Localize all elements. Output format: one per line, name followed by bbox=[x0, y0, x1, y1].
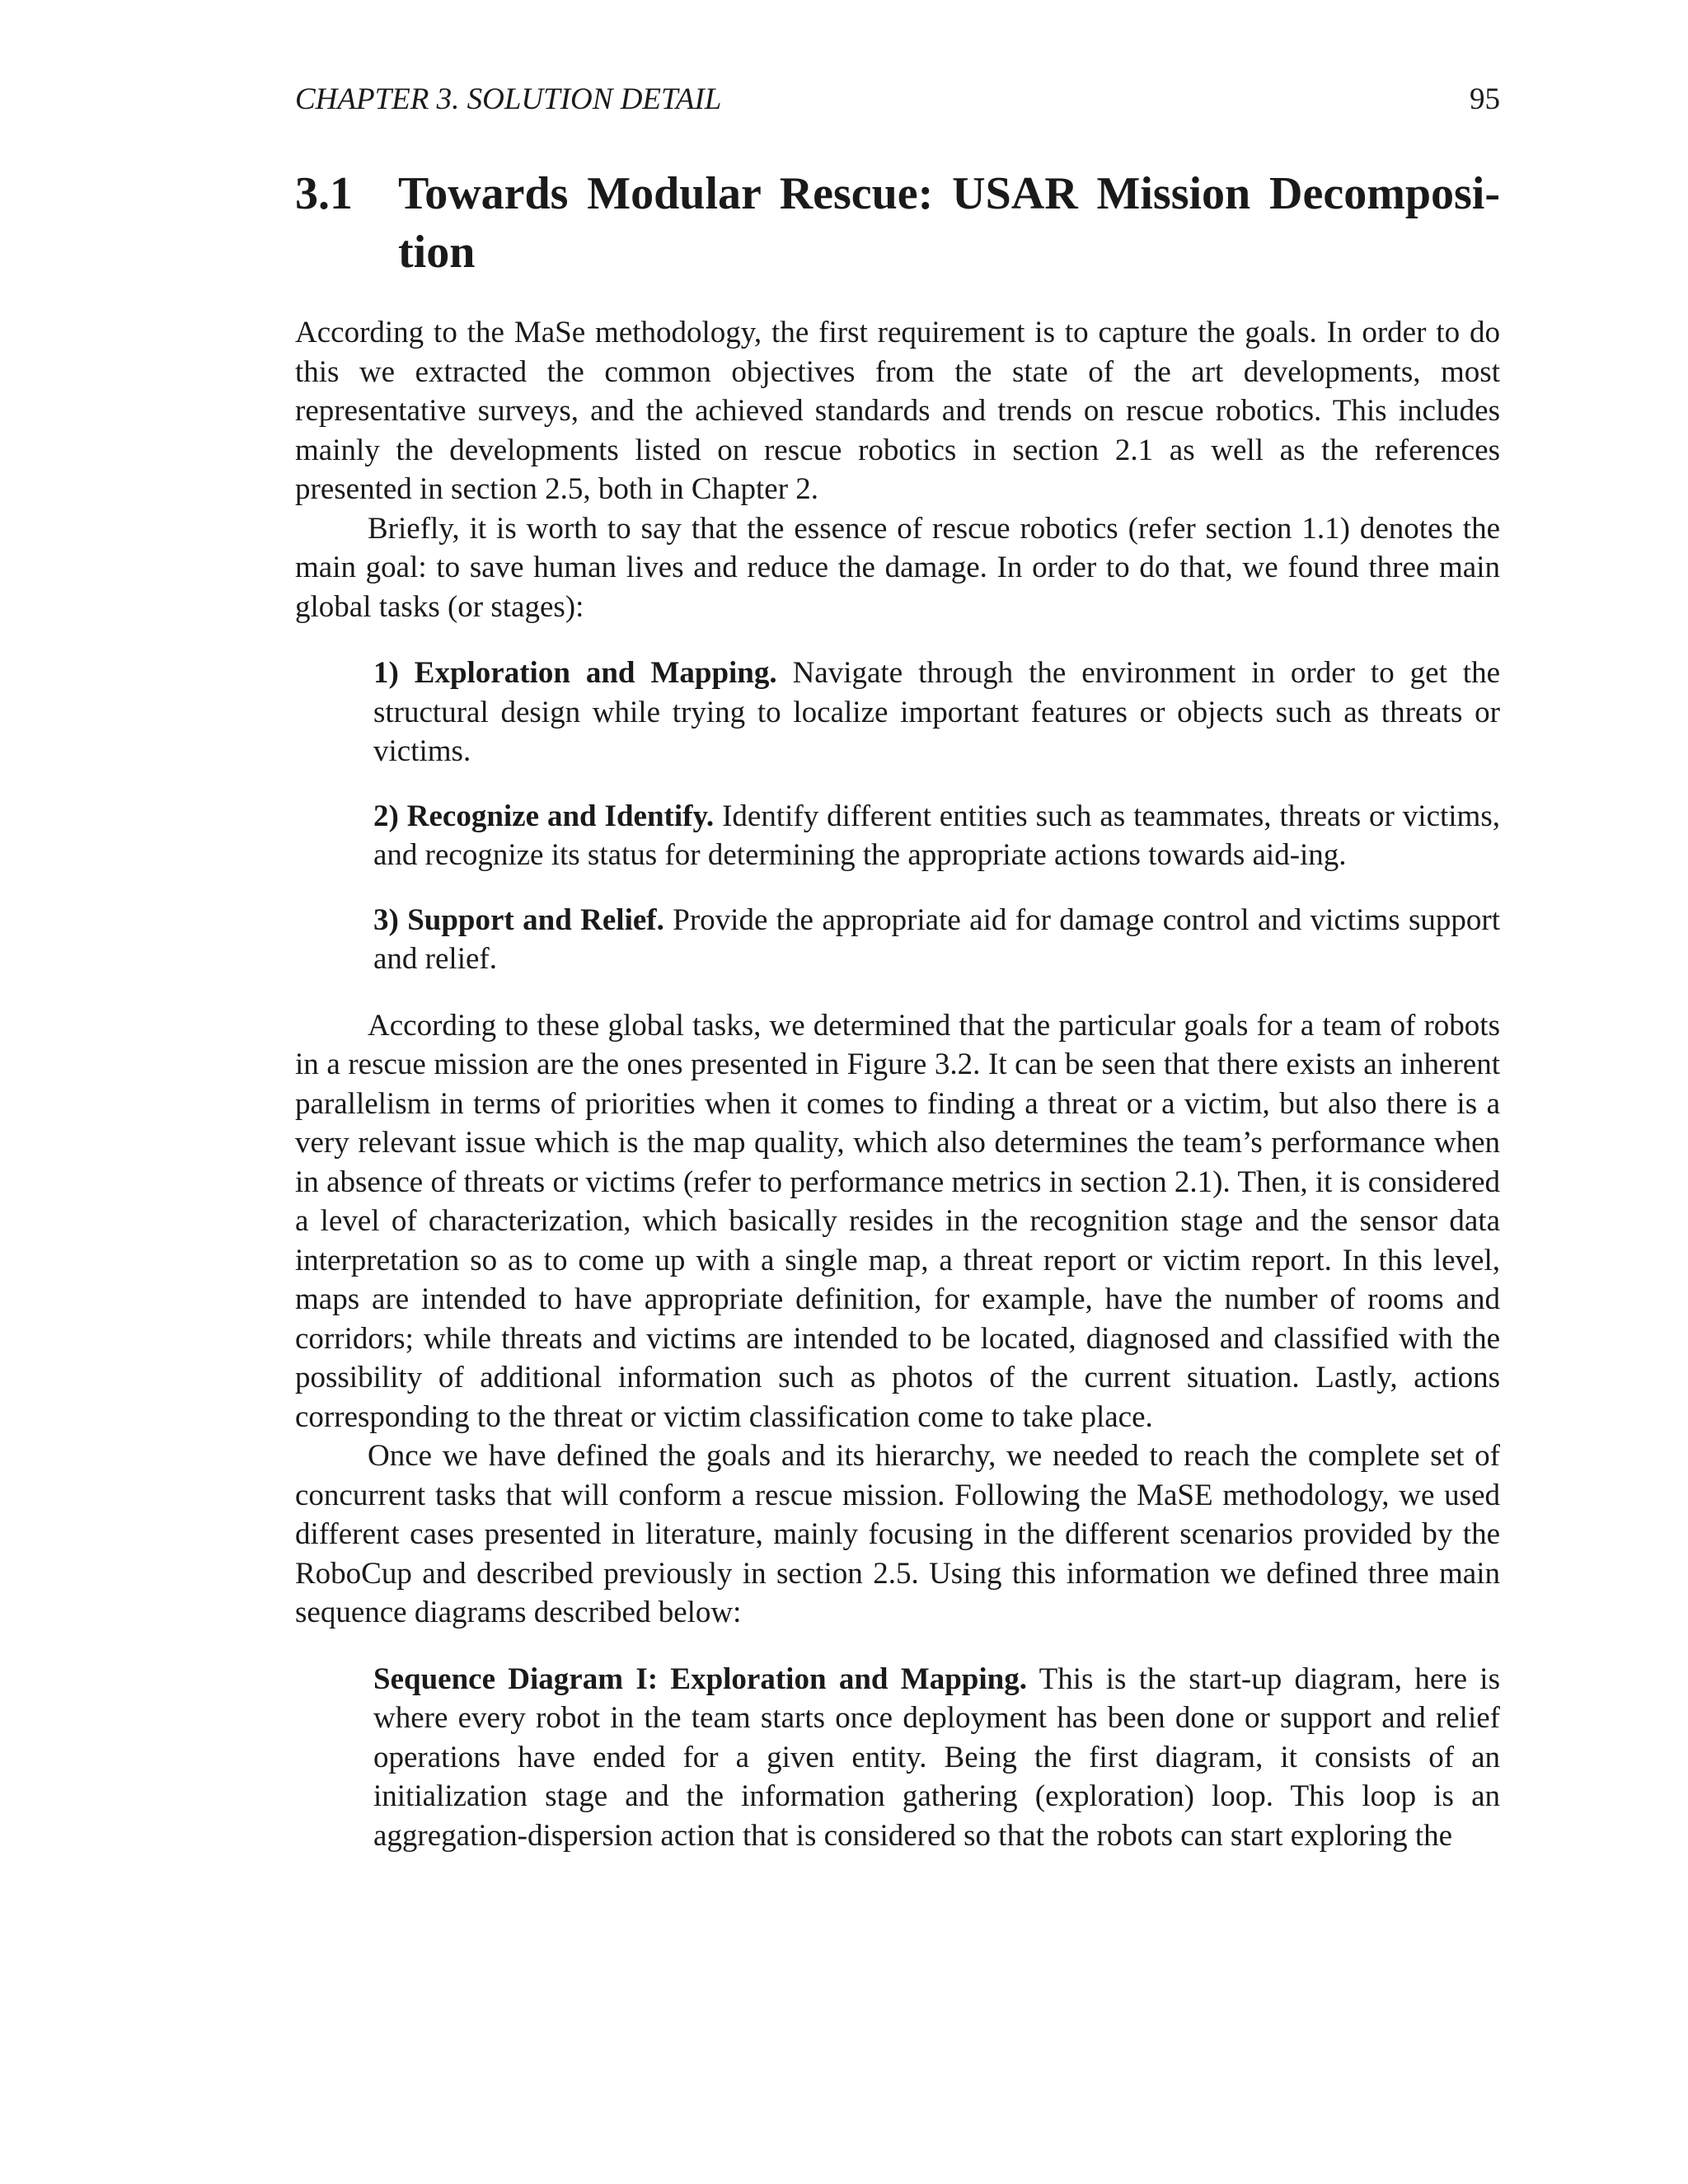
paragraph: According to these global tasks, we determined that the particular goals for a team of robots in a rescue mission are the ones presented in Figure 3.2. It can be seen that there exists an inherent parallelism in terms of priorities when it comes to finding a threat or a victim, but also there is a very relevant issue which is the map quality, which also determines the team’s performance when in absence of threats or victims (refer to performance metrics in section 2.1). Then, it is considered a level of characterization, which basically resides in the recognition stage and the sensor data interpretation so as to come up with a single map, a threat report or victim report. In this level, maps are intended to have appropriate definition, for example, have the number of rooms and corridors; while threats and victims are intended to be located, diagnosed and classified with the possibility of additional information such as photos of the current situation. Lastly, actions corresponding to the threat or victim classification come to take place. bbox=[295, 1008, 1500, 1434]
section-heading bbox=[295, 165, 1500, 282]
paragraph: Briefly, it is worth to say that the essence of rescue robotics (refer section 1.1) denotes the main goal: to save human lives and reduce the damage. In order to do that, we found three main global tasks (or stages): bbox=[295, 511, 1500, 624]
task-text: Provide the appropriate aid for damage control and victims support and relief. bbox=[373, 902, 1501, 976]
page-number: 95 bbox=[1470, 82, 1500, 116]
running-header bbox=[295, 79, 1500, 120]
task-item bbox=[373, 797, 1500, 875]
body-text bbox=[295, 313, 1500, 1855]
task-item bbox=[373, 654, 1500, 771]
task-item bbox=[373, 901, 1500, 979]
paragraph: Once we have defined the goals and its hierarchy, we needed to reach the complete set of concurrent tasks that will conform a rescue mission. Following the MaSE methodology, we used different cases presented in literature, mainly focusing in the different scenarios provided by the RoboCup and described previously in section 2.5. Using this information we defined three main sequence diagrams described below: bbox=[295, 1439, 1500, 1629]
chapter-title: CHAPTER 3. SOLUTION DETAIL bbox=[295, 82, 722, 116]
task-lead: 3) Support and Relief. bbox=[373, 902, 664, 937]
task-lead: 2) Recognize and Identify. bbox=[373, 799, 715, 833]
sequence-diagram-text: This is the start-up diagram, here is where every robot in the team starts once deployment has been done or support and relief operations have ended for a given entity. Being the first diagram, it consists of an initialization stage and the information gathering (exploration) loop. This loop is an aggregation-dispersion action that is considered so that the robots can start exploring the bbox=[373, 1661, 1500, 1853]
task-text: Navigate through the environment in order to get the structural design while trying to localize important features or objects such as threats or victims. bbox=[373, 656, 1500, 768]
task-text: Identify different entities such as teammates, threats or victims, and recognize its status for determining the appropriate actions towards aid-ing. bbox=[373, 799, 1500, 872]
paragraph: According to the MaSe methodology, the first requirement is to capture the goals. In order to do this we extracted the common objectives from the state of the art developments, most representative surveys, and the achieved standards and trends on rescue robotics. This includes mainly the developments listed on rescue robotics in section 2.1 as well as the references presented in section 2.5, both in Chapter 2. bbox=[295, 316, 1500, 506]
sequence-diagram-lead: Sequence Diagram I: Exploration and Mapping. bbox=[373, 1661, 1027, 1696]
task-lead: 1) Exploration and Mapping. bbox=[373, 656, 777, 690]
section-title: Towards Modular Rescue: USAR Mission Decomposi-tion bbox=[398, 168, 1500, 278]
sequence-diagram-item bbox=[373, 1660, 1500, 1856]
section-number: 3.1 bbox=[295, 168, 353, 219]
